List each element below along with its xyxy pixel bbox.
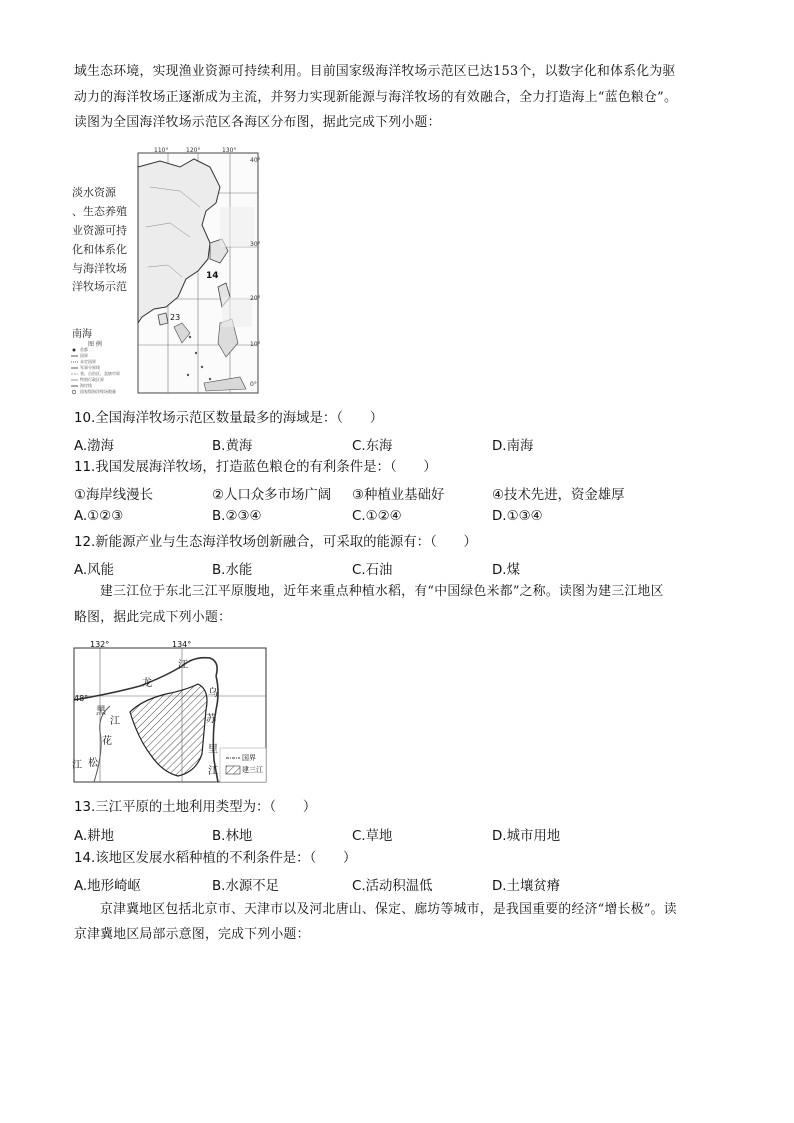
- jiansanjiang-map: [70, 640, 270, 785]
- river-char: 江: [178, 660, 188, 671]
- river-char: 黑: [96, 706, 106, 717]
- side-text-1: 淡水资源: [72, 186, 116, 199]
- map-number-14: 14: [206, 271, 219, 281]
- lat-label-0: 0°: [250, 381, 257, 388]
- river-char: 龙: [142, 678, 152, 689]
- q14-option-d[interactable]: D.土壤贫瘠: [492, 879, 561, 894]
- intro2-line1: 建三江位于东北三江平原腹地，近年来重点种植水稻，有“中国绿色米都”之称。读图为建三江地区: [100, 584, 664, 599]
- legend-item: 未定国界: [80, 359, 96, 364]
- q11-option-c[interactable]: C.①②④: [352, 509, 402, 524]
- lat-label-20: 20°: [250, 295, 261, 302]
- legend-item: 特别行政区界: [80, 377, 104, 382]
- q14-option-b[interactable]: B.水源不足: [212, 879, 280, 894]
- legend-title: 图 例: [88, 341, 102, 348]
- q10-option-b[interactable]: B.黄海: [212, 439, 253, 454]
- q13-stem: 13.三江平原的土地利用类型为：（ ）: [74, 800, 317, 815]
- q11-option-d[interactable]: D.①③④: [492, 509, 543, 524]
- map-legend: [70, 347, 136, 399]
- q12-option-a[interactable]: A.风能: [74, 563, 114, 578]
- q13-option-b[interactable]: B.林地: [212, 829, 253, 844]
- river-char: 江: [208, 766, 218, 777]
- legend-item: 军事分界线: [80, 365, 100, 370]
- legend-item: 国家级海洋牧场数量: [80, 389, 116, 394]
- side-text-2: 、生态养殖: [72, 205, 127, 218]
- q13-option-a[interactable]: A.耕地: [74, 829, 114, 844]
- intro1-line1: 域生态环境，实现渔业资源可持续利用。目前国家级海洋牧场示范区已达153个，以数字化和体系化为驱: [74, 64, 676, 79]
- q12-option-d[interactable]: D.煤: [492, 563, 520, 578]
- q14-option-a[interactable]: A.地形崎岖: [74, 879, 141, 894]
- q12-option-c[interactable]: C.石油: [352, 563, 393, 578]
- intro2-line2: 略图，据此完成下列小题：: [74, 610, 232, 625]
- q11-condition-4: ④技术先进，资金雄厚: [492, 488, 625, 503]
- q14-option-c[interactable]: C.活动积温低: [352, 879, 433, 894]
- q13-option-c[interactable]: C.草地: [352, 829, 393, 844]
- lon-label-120: 120°: [186, 147, 201, 154]
- river-char: 松: [88, 758, 98, 769]
- legend-item: 省、自治区、直辖市界: [80, 371, 120, 376]
- q11-condition-1: ①海岸线漫长: [74, 488, 153, 503]
- q14-stem: 14.该地区发展水稻种植的不利条件是：（ ）: [74, 851, 357, 866]
- lat-label-10: 10°: [250, 341, 261, 348]
- sea-ranch-distribution-map: [70, 147, 266, 399]
- legend-jiansanjiang-label: 建三江: [242, 766, 263, 774]
- legend-item: 海岸线: [80, 383, 92, 388]
- lat-label-30: 30°: [250, 241, 261, 248]
- q10-stem: 10.全国海洋牧场示范区数量最多的海域是：（ ）: [74, 411, 384, 426]
- intro3-line1: 京津冀地区包括北京市、天津市以及河北唐山、保定、廊坊等城市，是我国重要的经济“增长极”。读: [100, 902, 677, 917]
- q12-option-b[interactable]: B.水能: [212, 563, 253, 578]
- intro3-line2: 京津冀地区局部示意图，完成下列小题：: [74, 927, 310, 942]
- q13-option-d[interactable]: D.城市用地: [492, 829, 561, 844]
- legend-border-label: 国界: [242, 754, 256, 762]
- q11-option-a[interactable]: A.①②③: [74, 509, 124, 524]
- intro1-line3: 读图为全国海洋牧场示范区各海区分布图，据此完成下列小题：: [74, 115, 441, 130]
- lon-label-110: 110°: [154, 147, 169, 154]
- q11-stem: 11.我国发展海洋牧场，打造蓝色粮仓的有利条件是：（ ）: [74, 460, 437, 475]
- lon-label-132: 132°: [90, 640, 110, 649]
- river-char: 花: [102, 736, 112, 747]
- q11-option-b[interactable]: B.②③④: [212, 509, 262, 524]
- side-text-4: 化和体系化: [72, 243, 127, 256]
- intro1-line2: 动力的海洋牧场正逐渐成为主流，并努力实现新能源与海洋牧场的有效融合，全力打造海上“蓝色粮仓”。: [74, 90, 678, 105]
- q10-option-c[interactable]: C.东海: [352, 439, 393, 454]
- side-text-6: 洋牧场示范: [72, 280, 127, 293]
- legend-item: 首都: [80, 347, 88, 352]
- lat-label-40: 40°: [250, 157, 261, 164]
- side-text-5: 与海洋牧场: [72, 262, 127, 275]
- q10-option-d[interactable]: D.南海: [492, 439, 534, 454]
- q12-stem: 12.新能源产业与生态海洋牧场创新融合，可采取的能源有：（ ）: [74, 535, 477, 550]
- river-char: 江: [110, 716, 120, 727]
- lat-label-48: 48°: [74, 694, 89, 703]
- side-text-3: 业资源可持: [72, 224, 127, 237]
- legend-item: 国界: [80, 353, 88, 358]
- q10-option-a[interactable]: A.渤海: [74, 439, 114, 454]
- lon-label-130: 130°: [222, 147, 237, 154]
- q11-condition-2: ②人口众多市场广阔: [212, 488, 332, 503]
- lon-label-134: 134°: [172, 640, 192, 649]
- river-char: 江: [72, 760, 82, 771]
- river-char: 乌: [208, 688, 218, 699]
- legend-symbols: [70, 347, 80, 397]
- q11-condition-3: ③种植业基础好: [352, 488, 445, 503]
- river-char: 苏: [206, 714, 216, 725]
- map-number-23: 23: [170, 313, 181, 322]
- south-sea-label: 南海: [72, 329, 92, 340]
- river-char: 里: [208, 744, 218, 755]
